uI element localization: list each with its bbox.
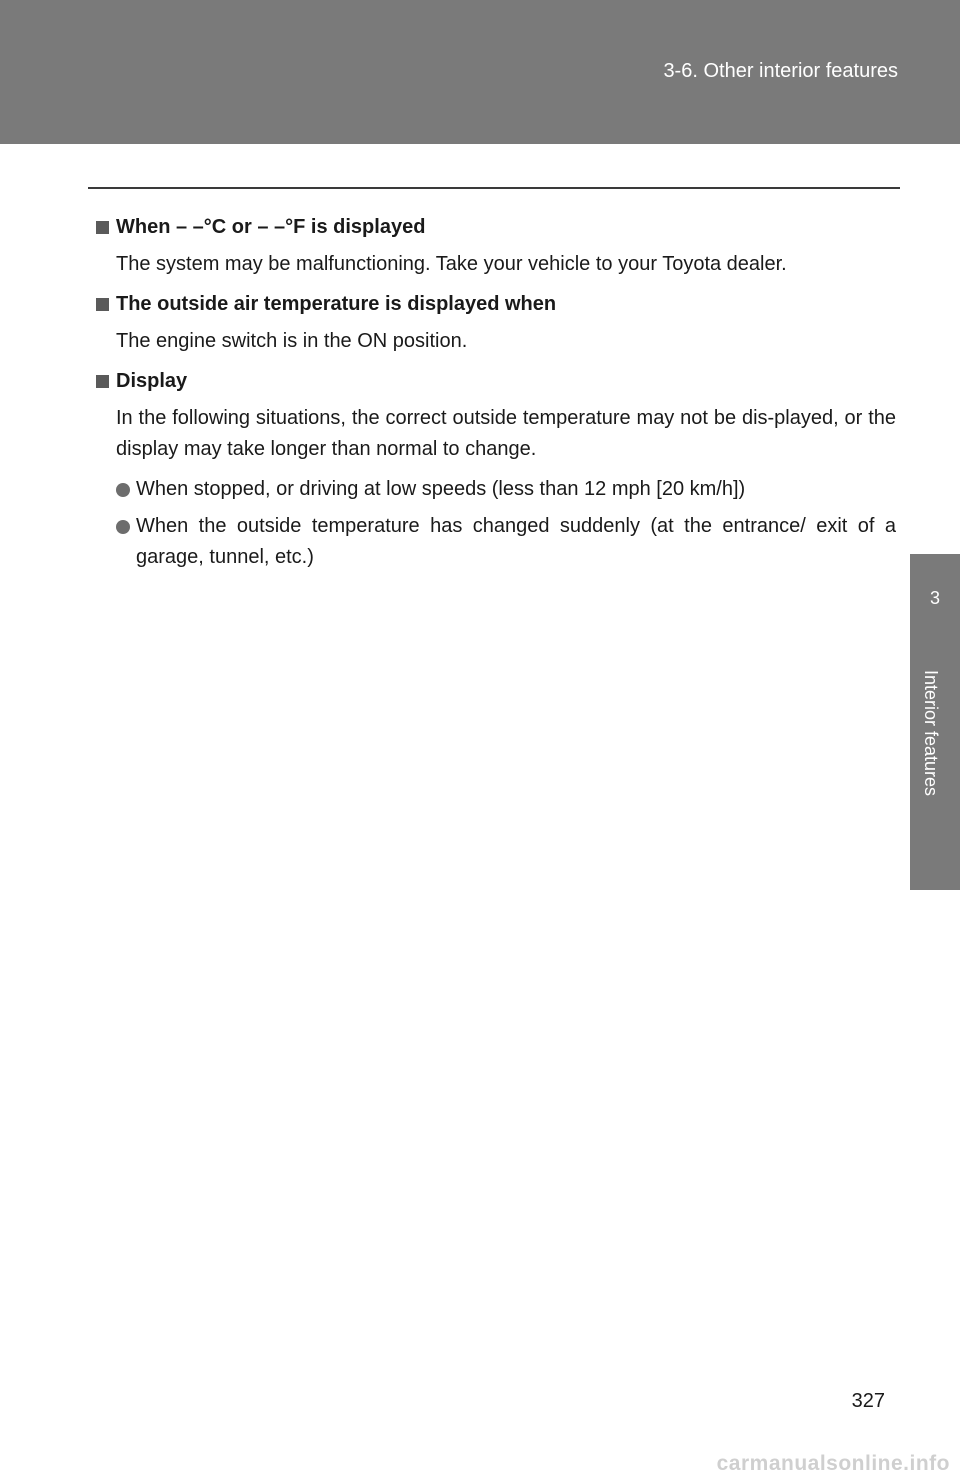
chapter-tab xyxy=(910,554,960,658)
chapter-label: Interior features xyxy=(921,670,941,797)
section-title: 3-6. Other interior features xyxy=(663,60,898,82)
section-heading-display-error xyxy=(96,212,896,243)
round-bullet-icon xyxy=(116,520,130,534)
list-item xyxy=(116,474,896,505)
header-rule xyxy=(88,187,900,189)
list-item-text: When the outside temperature has changed suddenly (at the entrance/ exit of a garage, tunnel, etc.) xyxy=(136,515,896,568)
page-content xyxy=(96,212,896,579)
section-heading-display xyxy=(96,366,896,397)
heading-text: Display xyxy=(116,370,188,392)
square-bullet-icon xyxy=(96,221,109,234)
heading-text: The outside air temperature is displayed when xyxy=(116,293,557,315)
chapter-number: 3 xyxy=(929,588,940,608)
heading-text: When – –°C or – –°F is displayed xyxy=(116,216,426,238)
square-bullet-icon xyxy=(96,375,109,388)
round-bullet-icon xyxy=(116,483,130,497)
list-item xyxy=(116,511,896,573)
header-band xyxy=(0,0,960,144)
section-body: The system may be malfunctioning. Take your vehicle to your Toyota dealer. xyxy=(116,253,787,275)
square-bullet-icon xyxy=(96,298,109,311)
page-number: 327 xyxy=(851,1390,885,1412)
watermark: carmanualsonline.info xyxy=(716,1452,950,1475)
section-body: The engine switch is in the ON position. xyxy=(116,330,468,352)
section-heading-displayed-when xyxy=(96,289,896,320)
section-body: In the following situations, the correct outside temperature may not be dis-played, or the display may take longer than normal to change. xyxy=(116,407,896,460)
list-item-text: When stopped, or driving at low speeds (less than 12 mph [20 km/h]) xyxy=(136,478,746,500)
